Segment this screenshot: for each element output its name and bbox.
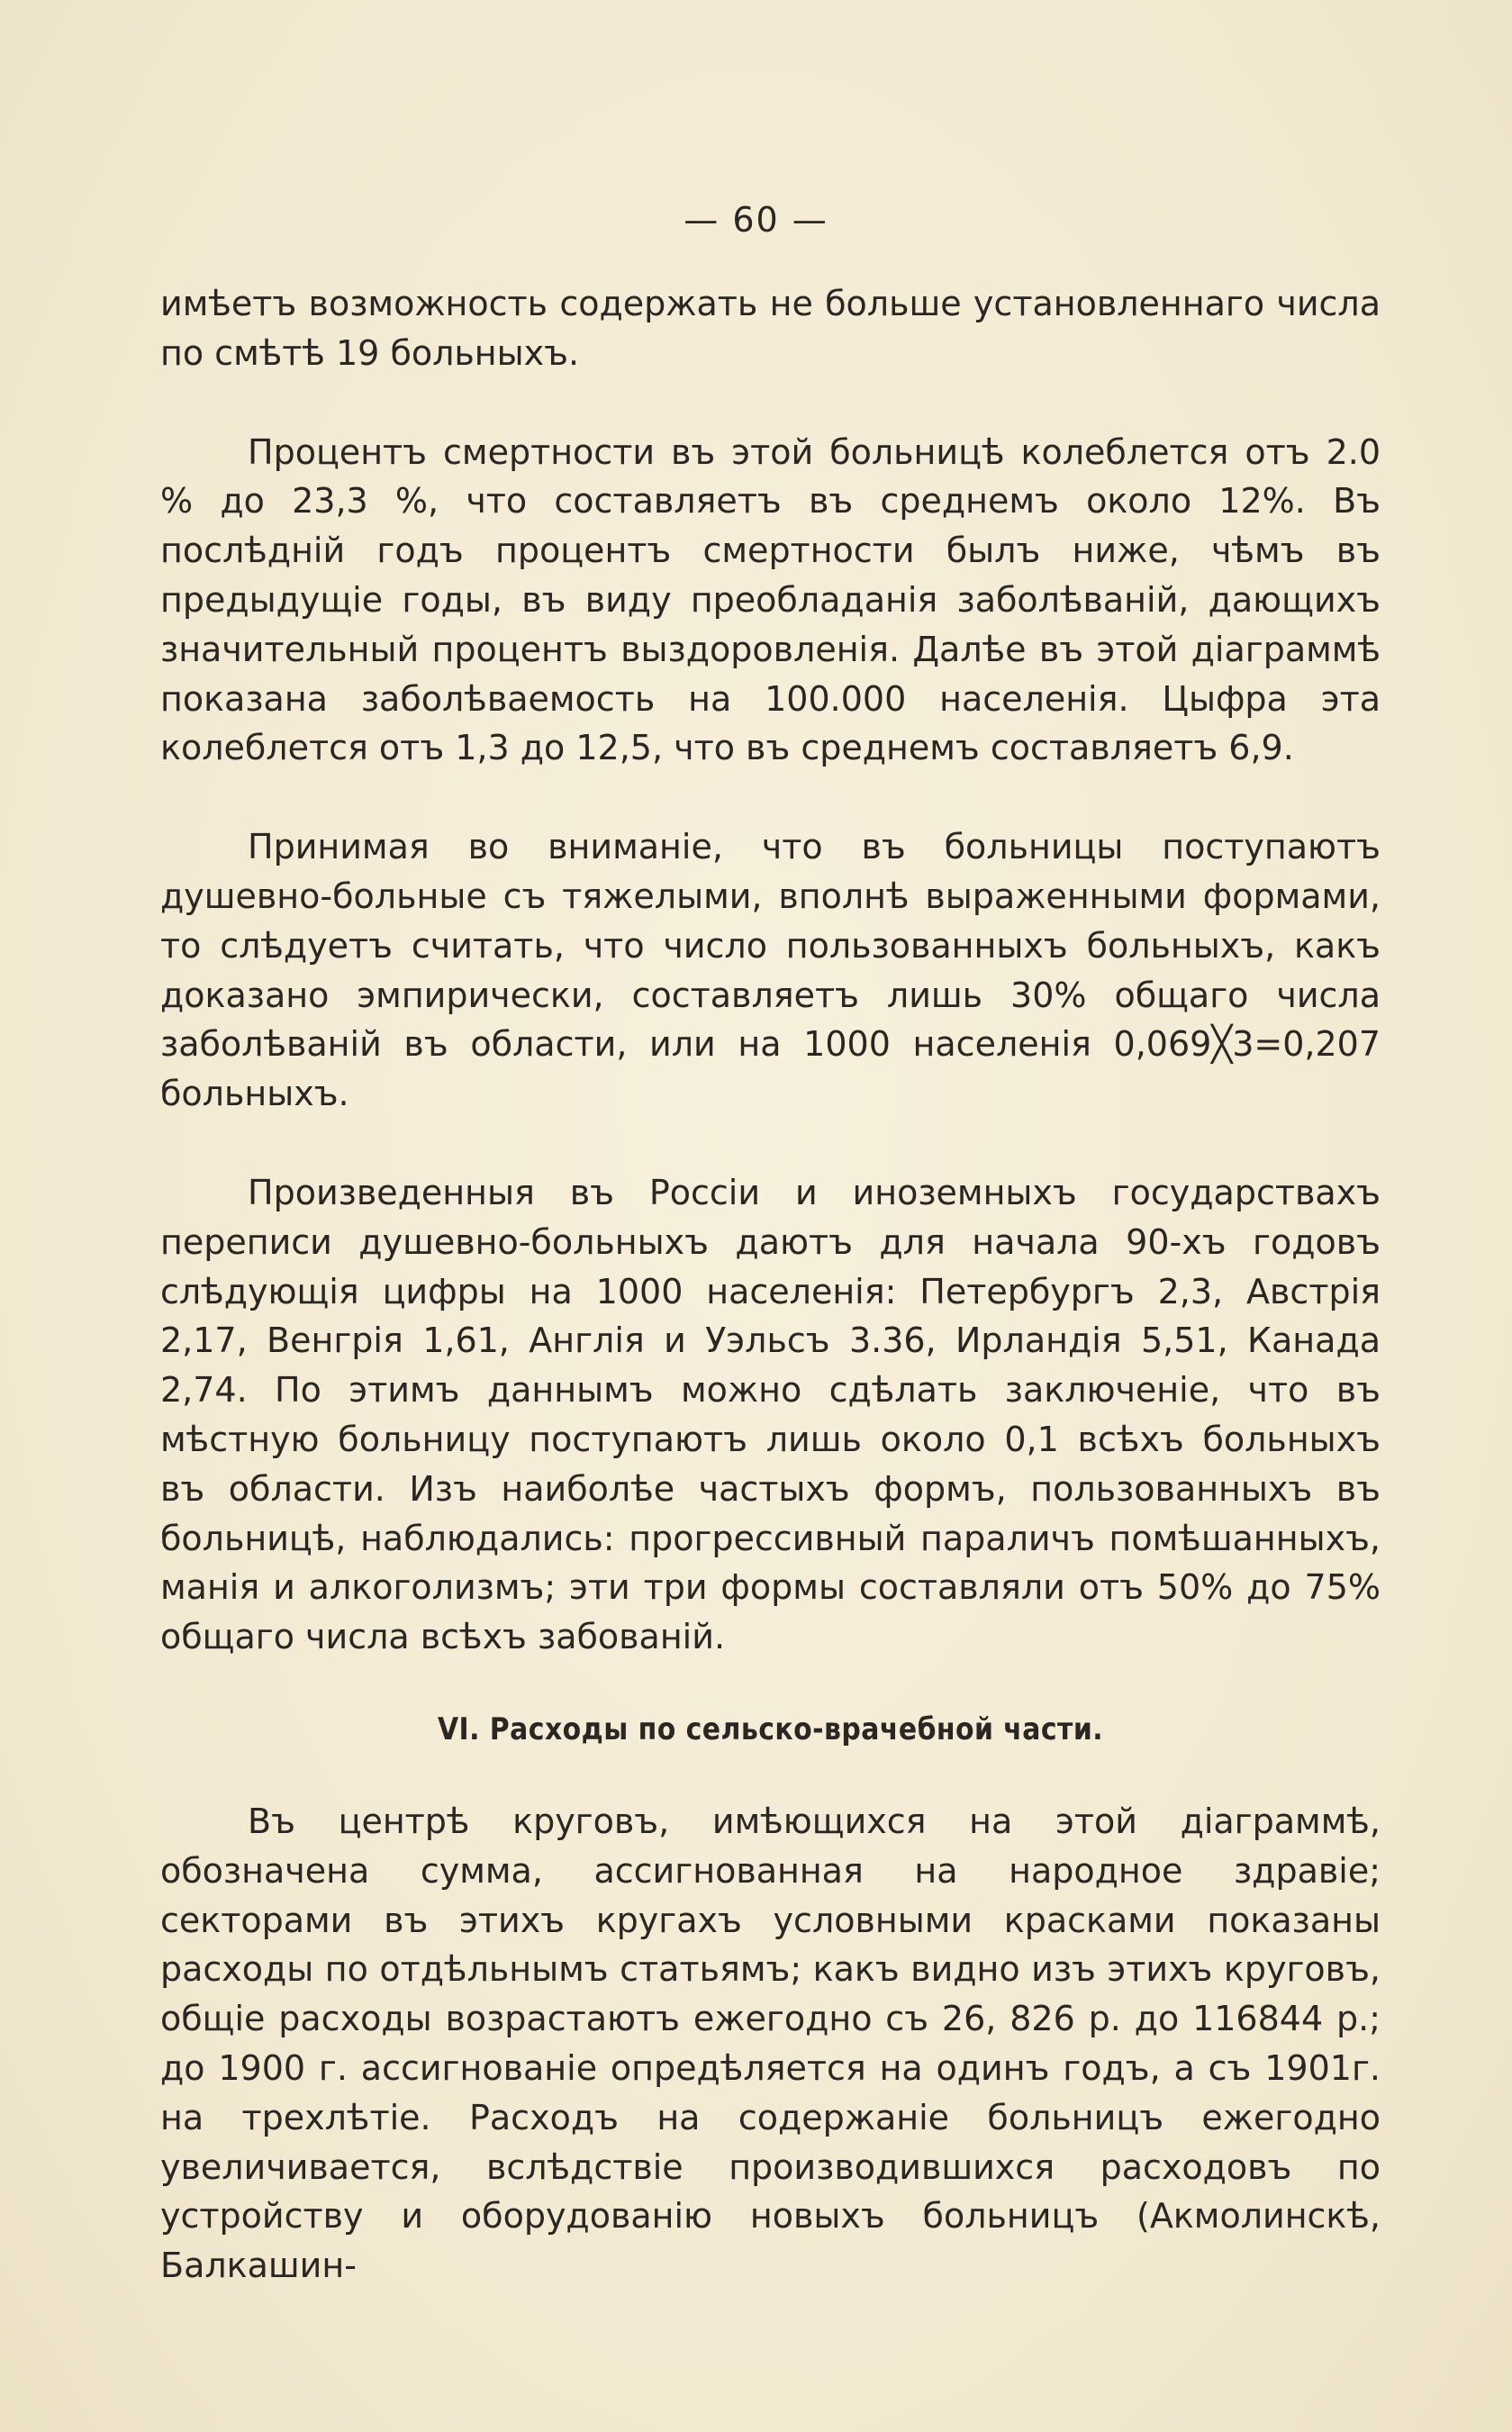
page-number: — 60 — [684,200,828,240]
paragraph-2: Процентъ смертности въ этой больницѣ колеблется отъ 2.0 % до 23,3 %, что составляетъ въ среднемъ около 12%. Въ послѣдній годъ процентъ смертности былъ ниже, чѣмъ въ предыдущіе годы, въ виду преобладанія заболѣваній, дающихъ значительный процентъ выздоровленія. Далѣе въ этой діаграммѣ показана заболѣваемость на 100.000 населенія. Цыфра эта колеблется отъ 1,3 до 12,5, что въ среднемъ составляетъ 6,9. [160,431,1381,768]
paragraph-4: Произведенныя въ Россіи и иноземныхъ государствахъ переписи душевно-больныхъ даютъ для начала 90-хъ годовъ слѣдующія цифры на 1000 населенія: Петербургъ 2,3, Австрія 2,17, Венгрія 1,61, Англія и Уэльсъ 3.36, Ирландія 5,51, Канада 2,74. По этимъ даннымъ можно сдѣлать заключеніе, что въ мѣстную больницу поступаютъ лишь около 0,1 всѣхъ больныхъ въ области. Изъ наиболѣе частыхъ формъ, пользованныхъ въ больницѣ, наблюдались: прогрессивный параличъ помѣшанныхъ, манія и алкоголизмъ; эти три формы составляли отъ 50% до 75% общаго числа всѣхъ забованій. [160,1172,1381,1657]
paragraph-1: имѣетъ возможность содержать не больше установленнаго числа по смѣтѣ 19 больныхъ. [160,284,1381,373]
section-heading: VI. Расходы по сельско-врачебной части. [437,1711,1104,1747]
section-paragraph: Въ центрѣ круговъ, имѣющихся на этой діаграммѣ, обозначена сумма, ассигнованная на народное здравіе; секторами въ этихъ кругахъ условными красками показаны расходы по отдѣльнымъ статьямъ; какъ видно изъ этихъ круговъ, общіе расходы возрастаютъ ежегодно съ 26, 826 р. до 116844 р.; до 1900 г. ассигнованіе опредѣляется на одинъ годъ, а съ 1901г. на трехлѣтіе. Расходъ на содержаніе больницъ ежегодно увеличивается, вслѣдствіе производившихся расходовъ по устройству и оборудованію новыхъ больницъ (Акмолинскѣ, Балкашин- [160,1801,1381,2286]
body-text [160,279,1381,2291]
paragraph-3: Принимая во вниманіе, что въ больницы поступаютъ душевно-больные съ тяжелыми, вполнѣ выраженными формами, то слѣдуетъ считать, что число пользованныхъ больныхъ, какъ доказано эмпирически, составляетъ лишь 30% общаго числа заболѣваній въ области, или на 1000 населенія 0,069╳3=0,207 больныхъ. [160,827,1381,1114]
